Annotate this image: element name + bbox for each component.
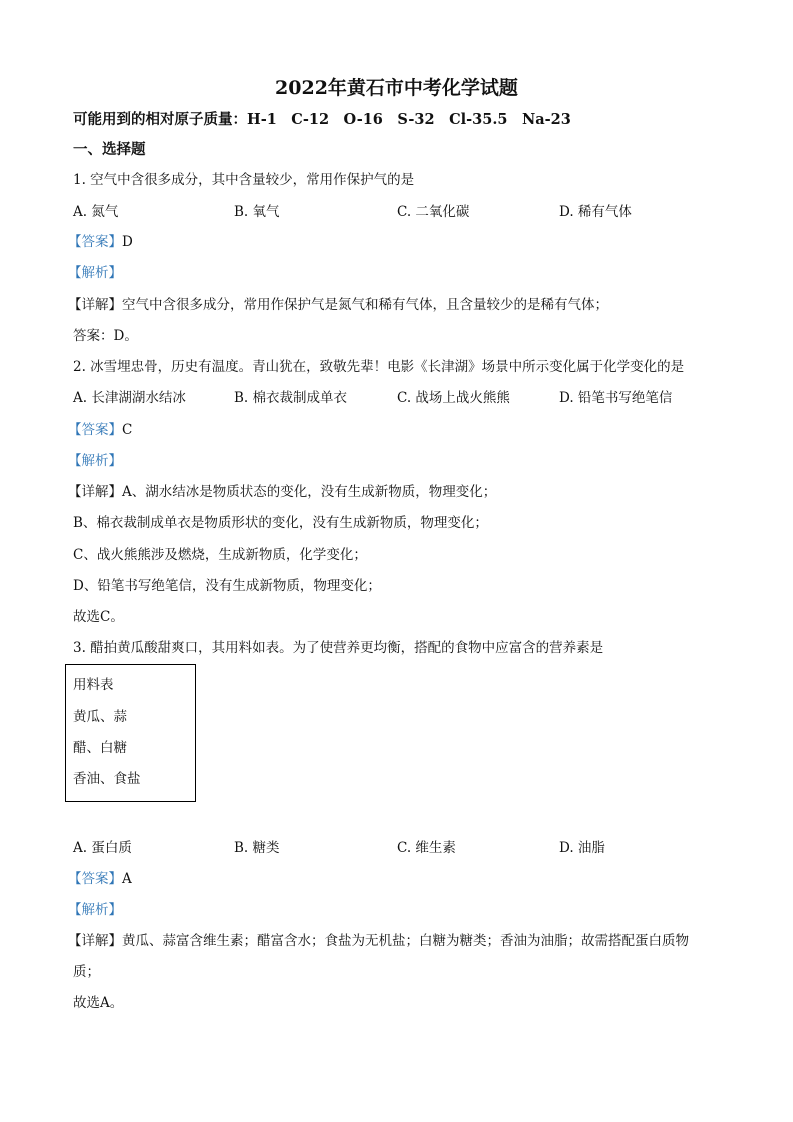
detail-line: B、棉衣裁制成单衣是物质形状的变化，没有生成新物质，物理变化；: [73, 515, 488, 531]
detail-text: A、湖水结冰是物质状态的变化，没有生成新物质，物理变化；: [122, 484, 497, 500]
option-c: C. 维生素: [397, 840, 456, 856]
question-stem: 1. 空气中含很多成分，其中含量较少，常用作保护气的是: [73, 172, 415, 188]
option-d: D. 稀有气体: [559, 204, 632, 220]
table-row: 香油、食盐: [73, 771, 141, 787]
option-b: B. 氧气: [234, 204, 280, 220]
detail-line: [68, 296, 608, 314]
option-a: A. 长津湖湖水结冰: [73, 390, 186, 406]
answer-tag: 【答案】: [68, 871, 122, 887]
detail-tag: 【详解】: [68, 484, 122, 500]
analysis-tag: 【解析】: [68, 453, 122, 469]
page-title: 2022年黄石市中考化学试题: [275, 77, 518, 99]
detail-text: 黄瓜、蒜富含维生素；醋富含水；食盐为无机盐；白糖为糖类；香油为油脂；故需搭配蛋白质物: [122, 933, 689, 949]
detail-line: 故选C。: [73, 609, 124, 625]
option-b: B. 糖类: [234, 840, 280, 856]
detail-line: [68, 483, 496, 501]
table-row: 醋、白糖: [73, 740, 127, 756]
answer-value: D: [122, 234, 133, 250]
answer-value: A: [122, 871, 132, 887]
table-row: 黄瓜、蒜: [73, 709, 127, 725]
detail-line: [68, 932, 689, 950]
detail-tag: 【详解】: [68, 933, 122, 949]
detail-line: D、铅笔书写绝笔信，没有生成新物质，物理变化；: [73, 578, 381, 594]
analysis-tag: 【解析】: [68, 265, 122, 281]
answer-value: C: [122, 422, 133, 438]
detail-line: 质；: [73, 964, 100, 980]
answer-line: [68, 233, 133, 251]
question-stem: 3. 醋拍黄瓜酸甜爽口，其用料如表。为了使营养更均衡，搭配的食物中应富含的营养素是: [73, 640, 604, 656]
atomic-mass-line: 可能用到的相对原子质量：H-1 C-12 O-16 S-32 Cl-35.5 Na-23: [73, 111, 571, 128]
option-a: A. 蛋白质: [73, 840, 132, 856]
detail-tag: 【详解】: [68, 297, 122, 313]
detail-line: 故选A。: [73, 995, 124, 1011]
option-c: C. 二氧化碳: [397, 204, 470, 220]
option-b: B. 棉衣裁制成单衣: [234, 390, 348, 406]
option-d: D. 油脂: [559, 840, 605, 856]
answer-line: [68, 421, 132, 439]
detail-line: C、战火熊熊涉及燃烧，生成新物质，化学变化；: [73, 547, 367, 563]
answer-tag: 【答案】: [68, 422, 122, 438]
detail-text: 空气中含很多成分，常用作保护气是氮气和稀有气体，且含量较少的是稀有气体；: [122, 297, 608, 313]
answer-tag: 【答案】: [68, 234, 122, 250]
answer-line: [68, 870, 132, 888]
analysis-tag: 【解析】: [68, 902, 122, 918]
table-row: 用料表: [73, 677, 114, 693]
option-d: D. 铅笔书写绝笔信: [559, 390, 673, 406]
section-heading: 一、选择题: [73, 141, 146, 158]
option-c: C. 战场上战火熊熊: [397, 390, 510, 406]
question-stem: 2. 冰雪埋忠骨，历史有温度。青山犹在，致敬先辈！电影《长津湖》场景中所示变化属于化学变化的是: [73, 359, 685, 375]
option-a: A. 氮气: [73, 204, 119, 220]
detail-line: 答案：D。: [73, 328, 138, 344]
